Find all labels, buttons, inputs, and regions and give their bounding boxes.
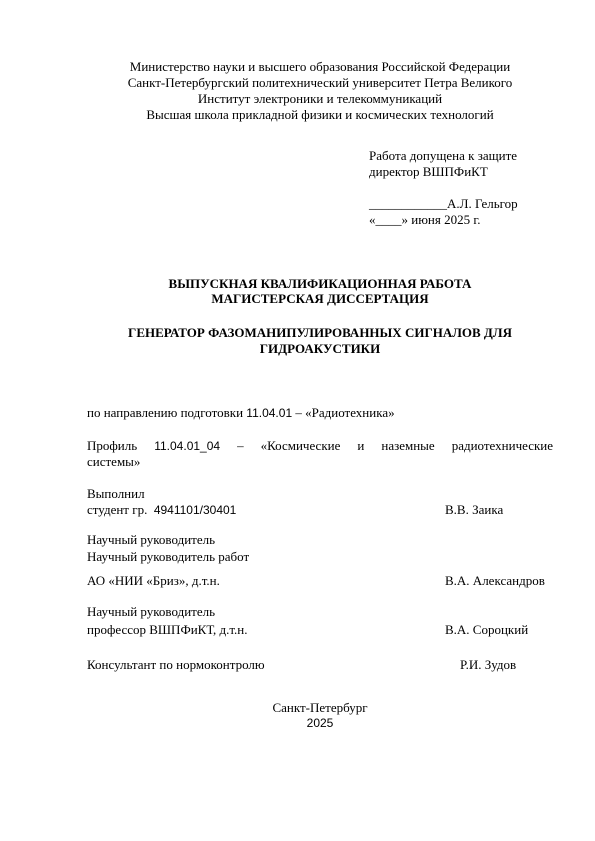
university-line: Санкт-Петербургский политехнический университет Петра Великого (127, 75, 513, 90)
consultant-name: Р.И. Зудов (460, 657, 517, 672)
profile-text: – «Космические и наземные радиотехнические (237, 438, 554, 453)
direction-name: – «Радиотехника» (295, 405, 395, 420)
profile-code: 11.04.01_04 (154, 439, 221, 453)
year: 2025 (306, 716, 334, 730)
topic-title-line1: ГЕНЕРАТОР ФАЗОМАНИПУЛИРОВАННЫХ СИГНАЛОВ ДЛЯ (128, 325, 512, 340)
consultant-label: Консультант по нормоконтролю (87, 657, 265, 672)
supervisor1-label: Научный руководитель (87, 532, 216, 547)
school-line: Высшая школа прикладной физики и космических технологий (146, 107, 494, 122)
approval-date: «____» июня 2025 г. (369, 212, 481, 227)
approval-line: Работа допущена к защите (369, 148, 518, 163)
group-number: 4941101/30401 (153, 503, 237, 517)
direction-line (87, 404, 395, 422)
profile-line1 (87, 437, 553, 455)
student-prefix: студент гр. (87, 502, 148, 517)
degree-title: МАГИСТЕРСКАЯ ДИССЕРТАЦИЯ (211, 291, 429, 306)
supervisor1-name: В.А. Александров (445, 573, 545, 588)
supervisor2-name: В.А. Сороцкий (445, 622, 529, 637)
institute-line: Институт электроники и телекоммуникаций (197, 91, 443, 106)
student-name: В.В. Заика (445, 502, 504, 517)
city: Санкт-Петербург (272, 700, 368, 715)
ministry-line: Министерство науки и высшего образования Российской Федерации (129, 59, 511, 74)
topic-title-line2: ГИДРОАКУСТИКИ (259, 341, 381, 356)
supervisor1-org: АО «НИИ «Бриз», д.т.н. (87, 573, 220, 588)
supervisor2-position: профессор ВШПФиКТ, д.т.н. (87, 622, 248, 637)
work-type-title: ВЫПУСКНАЯ КВАЛИФИКАЦИОННАЯ РАБОТА (168, 276, 472, 291)
director-signature: ____________А.Л. Гельгор (369, 196, 518, 211)
profile-prefix: Профиль (87, 438, 138, 453)
supervisor1-label2: Научный руководитель работ (87, 549, 250, 564)
performed-label: Выполнил (87, 486, 145, 501)
director-line: директор ВШПФиКТ (369, 164, 488, 179)
direction-code: 11.04.01 (246, 406, 293, 420)
profile-line2: системы» (87, 454, 141, 469)
student-group (87, 501, 236, 519)
direction-prefix: по направлению подготовки (87, 405, 244, 420)
supervisor2-label: Научный руководитель (87, 604, 216, 619)
